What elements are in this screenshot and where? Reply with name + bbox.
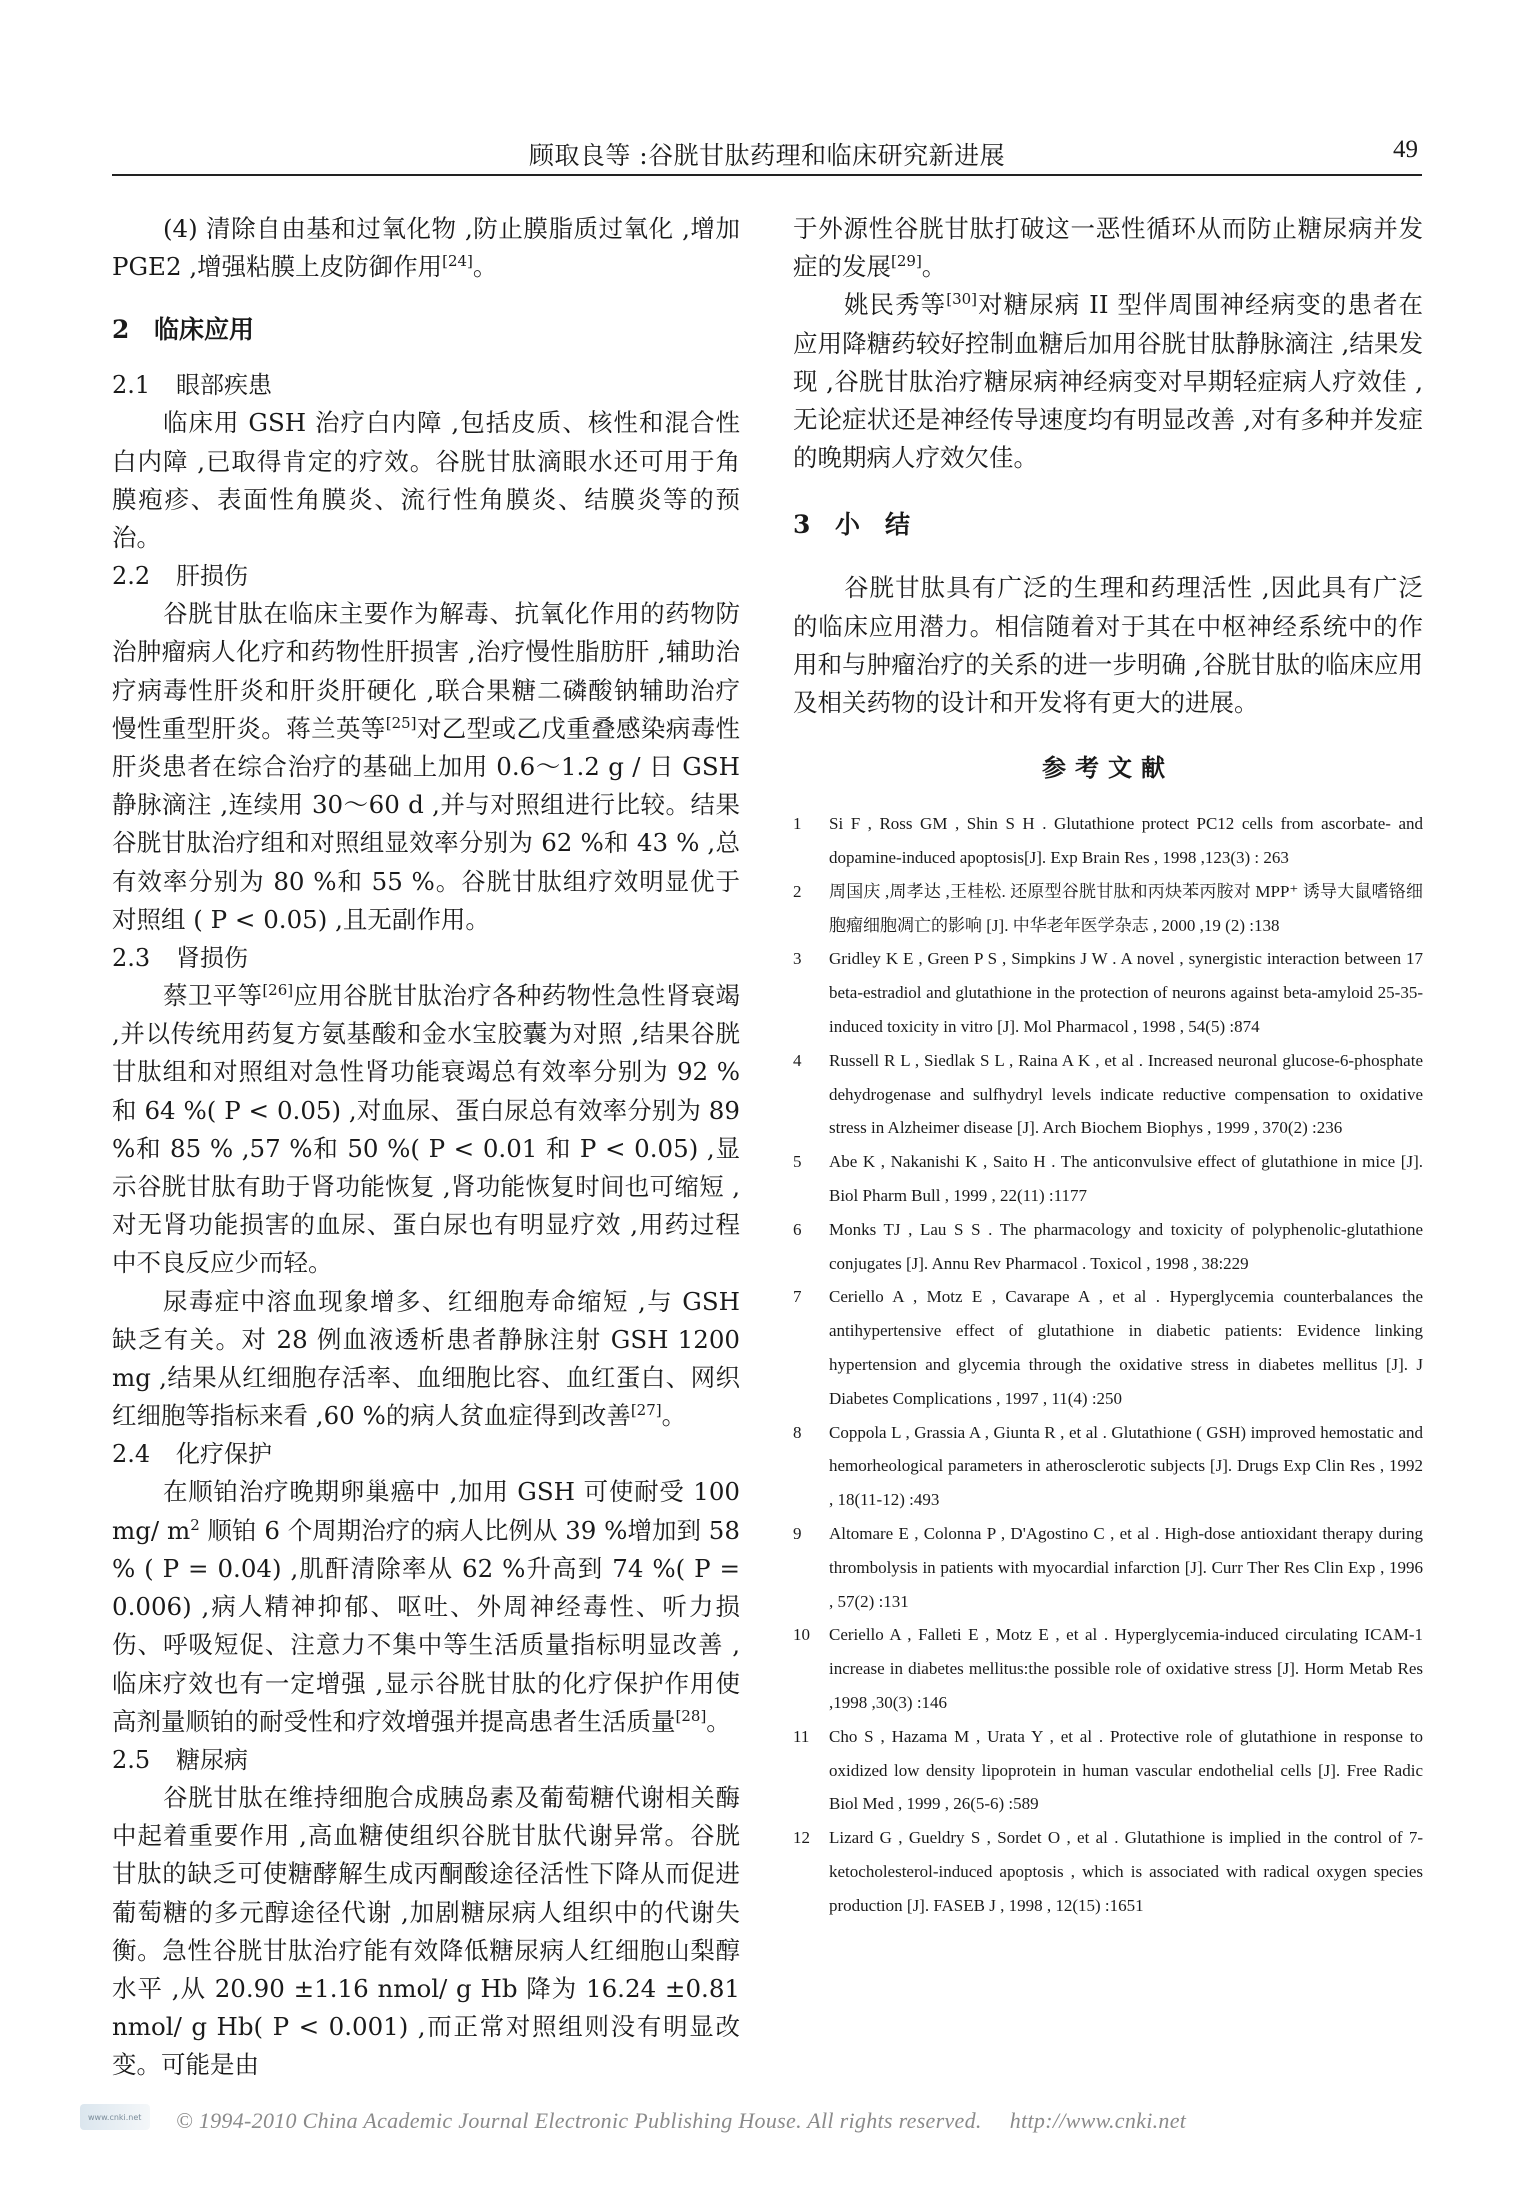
- reference-number: 5: [793, 1152, 802, 1172]
- subsection-heading-2-3: 2.3 肾损伤: [112, 944, 248, 973]
- running-title: 顾取良等 :谷胱甘肽药理和临床研究新进展: [528, 141, 1006, 170]
- paragraph-diabetes: 谷胱甘肽在维持细胞合成胰岛素及葡萄糖代谢相关酶中起着重要作用 ,高血糖使组织谷胱甘肽代谢异常。谷胱甘肽的缺乏可使糖酵解生成丙酮酸途径活性下降从而促进葡萄糖的多元醇途径代谢 ,加剧糖尿病人组织中的代谢失衡。急性谷胱甘肽治疗能有效降低糖尿病人红细胞山梨醇水平 ,从 20.90 ±1.16 nmol/ g Hb 降为 16.24 ±0.81 nmol/ g Hb( P < 0.001) ,而正常对照组则没有明显改变。可能是由: [112, 1782, 740, 2080]
- reference-item: [793, 1213, 1423, 1281]
- reference-text: Cho S , Hazama M , Urata Y , et al . Protective role of glutathione in response to oxidized low density lipoprotein in human vascular endothelial cells [J]. Free Radic Biol Med , 1999 , 26(5-6) :589: [829, 1726, 1423, 1814]
- paragraph-eye: 临床用 GSH 治疗白内障 ,包括皮质、核性和混合性白内障 ,已取得肯定的疗效。谷胱甘肽滴眼水还可用于角膜疱疹、表面性角膜炎、流行性角膜炎、结膜炎等的预治。: [112, 408, 740, 553]
- paragraph-liver: 谷胱甘肽在临床主要作为解毒、抗氧化作用的药物防治肿瘤病人化疗和药物性肝损害 ,治疗慢性脂肪肝 ,辅助治疗病毒性肝炎和肝炎肝硬化 ,联合果糖二磷酸钠辅助治疗慢性重型肝炎。蒋兰英等[25]对乙型或乙戊重叠感染病毒性肝炎患者在综合治疗的基础上加用 0.6～1.2 g / 日 GSH 静脉滴注 ,连续用 30～60 d ,并与对照组进行比较。结果谷胱甘肽治疗组和对照组显效率分别为 62 %和 43 % ,总有效率分别为 80 %和 55 %。谷胱甘肽组疗效明显优于对照组 ( P < 0.05) ,且无副作用。: [112, 599, 740, 934]
- reference-text: Ceriello A , Motz E , Cavarape A , et al . Hyperglycemia counterbalances the antihypertensive effect of glutathione in diabetic patients: Evidence linking hypertension and glycemia through the oxidative stress in diabetes mellitus [J]. J Diabetes Complications , 1997 , 11(4) :250: [829, 1287, 1423, 1408]
- subsection-heading-2-1: 2.1 眼部疾患: [112, 371, 272, 400]
- reference-item: [793, 875, 1423, 943]
- reference-number: 12: [793, 1828, 810, 1848]
- reference-text: Si F , Ross GM , Shin S H . Glutathione protect PC12 cells from ascorbate- and dopamine-induced apoptosis[J]. Exp Brain Res , 1998 ,123(3) : 263: [829, 814, 1423, 868]
- running-head: [112, 134, 1422, 176]
- citation[interactable]: [27]: [630, 1401, 662, 1420]
- reference-item: [793, 1416, 1423, 1517]
- reference-text: Coppola L , Grassia A , Giunta R , et al . Glutathione ( GSH) improved hemostatic and hemorheological parameters in atherosclerotic subjects [J]. Drugs Exp Clin Res , 1992 , 18(11-12) :493: [829, 1422, 1423, 1510]
- citation[interactable]: [24]: [442, 252, 473, 271]
- citation[interactable]: [28]: [675, 1706, 707, 1725]
- reference-list: [793, 807, 1423, 1922]
- paragraph-chemo: 在顺铂治疗晚期卵巢癌中 ,加用 GSH 可使耐受 100 mg/ $m^2$ 顺铂 6 个周期治疗的病人比例从 39 %增加到 58 % ( P = 0.04) ,肌酐清除率从 62 %升高到 74 %( P = 0.006) ,病人精神抑郁、呕吐、外周神经毒性、听力损伤、呼吸短促、注意力不集中等生活质量指标明显改善 ,临床疗效也有一定增强 ,显示谷胱甘肽的化疗保护作用使高剂量顺铂的耐受性和疗效增强并提高患者生活质量[28]。: [112, 1477, 740, 1736]
- reference-number: 7: [793, 1287, 802, 1307]
- reference-item: [793, 807, 1423, 875]
- section-heading-3: 3 小 结: [793, 510, 911, 540]
- reference-number: 4: [793, 1050, 802, 1070]
- reference-item: [793, 1280, 1423, 1415]
- references-title: 参考文献: [1042, 753, 1174, 783]
- paragraph-yao: 姚民秀等[30]对糖尿病 II 型伴周围神经病变的患者在应用降糖药较好控制血糖后加用谷胱甘肽静脉滴注 ,结果发现 ,谷胱甘肽治疗糖尿病神经病变对早期轻症病人疗效佳 ,无论症状还是神经传导速度均有明显改善 ,对有多种并发症的晚期病人疗效欠佳。: [793, 290, 1423, 473]
- left-column: [112, 210, 740, 2085]
- reference-item: [793, 1720, 1423, 1821]
- reference-text: Ceriello A , Falleti E , Motz E , et al . Hyperglycemia-induced circulating ICAM-1 increase in diabetes mellitus:the possible role of oxidative stress [J]. Horm Metab Res ,1998 ,30(3) :146: [829, 1625, 1423, 1712]
- reference-text: Gridley K E , Green P S , Simpkins J W . A novel , synergistic interaction between 17 beta-estradiol and glutathione in the protection of neurons against beta-amyloid 25-35-induced toxicity in vitro [J]. Mol Pharmacol , 1998 , 54(5) :874: [829, 949, 1423, 1037]
- reference-text: Altomare E , Colonna P , D'Agostino C , et al . High-dose antioxidant therapy during thrombolysis in patients with myocardial infarction [J]. Curr Ther Res Clin Exp , 1996 , 57(2) :131: [829, 1523, 1423, 1611]
- reference-item: [793, 1044, 1423, 1145]
- section-heading-2: 2 临床应用: [112, 315, 255, 345]
- paragraph-intro: (4) 清除自由基和过氧化物 ,防止膜脂质过氧化 ,增加PGE2 ,增强粘膜上皮防御作用[24]。: [112, 214, 740, 282]
- right-column: [793, 210, 1423, 1923]
- reference-item: [793, 1821, 1423, 1922]
- cnki-logo: www.cnki.net: [80, 2104, 150, 2130]
- reference-text: Monks TJ , Lau S S . The pharmacology and toxicity of polyphenolic-glutathione conjugates [J]. Annu Rev Pharmacol . Toxicol , 1998 , 38:229: [829, 1219, 1423, 1273]
- reference-number: 8: [793, 1422, 802, 1442]
- paragraph-uremia: 尿毒症中溶血现象增多、红细胞寿命缩短 ,与 GSH 缺乏有关。对 28 例血液透析患者静脉注射 GSH 1200 mg ,结果从红细胞存活率、血细胞比容、血红蛋白、网织红细胞等指标来看 ,60 %的病人贫血症得到改善[27]。: [112, 1286, 740, 1431]
- footer: [80, 2100, 1440, 2140]
- citation[interactable]: [26]: [262, 980, 294, 999]
- reference-item: [793, 942, 1423, 1043]
- paragraph-continued: 于外源性谷胱甘肽打破这一恶性循环从而防止糖尿病并发症的发展[29]。: [793, 214, 1423, 282]
- citation[interactable]: [30]: [946, 290, 978, 309]
- reference-item: [793, 1145, 1423, 1213]
- subsection-heading-2-2: 2.2 肝损伤: [112, 562, 248, 591]
- reference-text: 周国庆 ,周孝达 ,王桂松. 还原型谷胱甘肽和丙炔苯丙胺对 MPP⁺ 诱导大鼠嗜铬细胞瘤细胞凋亡的影响 [J]. 中华老年医学杂志 , 2000 ,19 (2) :138: [829, 881, 1423, 935]
- reference-number: 6: [793, 1219, 802, 1239]
- reference-number: 10: [793, 1625, 810, 1645]
- reference-number: 2: [793, 881, 802, 901]
- citation[interactable]: [29]: [891, 252, 922, 271]
- reference-number: 9: [793, 1523, 802, 1543]
- reference-number: 11: [793, 1726, 810, 1746]
- paragraph-kidney: 蔡卫平等[26]应用谷胱甘肽治疗各种药物性急性肾衰竭 ,并以传统用药复方氨基酸和金水宝胶囊为对照 ,结果谷胱甘肽组和对照组对急性肾功能衰竭总有效率分别为 92 %和 64 %( P < 0.05) ,对血尿、蛋白尿总有效率分别为 89 %和 85 % ,57 %和 50 %( P < 0.01 和 P < 0.05) ,显示谷胱甘肽有助于肾功能恢复 ,肾功能恢复时间也可缩短 ,对无肾功能损害的血尿、蛋白尿也有明显疗效 ,用药过程中不良反应少而轻。: [112, 980, 741, 1278]
- reference-item: [793, 1618, 1423, 1719]
- citation[interactable]: [25]: [385, 713, 417, 732]
- reference-number: 3: [793, 949, 802, 969]
- copyright-notice: © 1994-2010 China Academic Journal Electronic Publishing House. All rights reserved. http://www.cnki.net: [176, 2108, 1187, 2133]
- reference-item: [793, 1517, 1423, 1618]
- reference-number: 1: [793, 814, 802, 834]
- reference-text: Lizard G , Gueldry S , Sordet O , et al . Glutathione is implied in the control of 7-ketocholesterol-induced apoptosis , which is associated with radical oxygen species production [J]. FASEB J , 1998 , 12(15) :1651: [829, 1828, 1423, 1915]
- paragraph-summary: 谷胱甘肽具有广泛的生理和药理活性 ,因此具有广泛的临床应用潜力。相信随着对于其在中枢神经系统中的作用和与肿瘤治疗的关系的进一步明确 ,谷胱甘肽的临床应用及相关药物的设计和开发将有更大的进展。: [793, 573, 1423, 718]
- reference-text: Abe K , Nakanishi K , Saito H . The anticonvulsive effect of glutathione in mice [J]. Biol Pharm Bull , 1999 , 22(11) :1177: [829, 1152, 1423, 1205]
- page-number: 49: [1393, 136, 1418, 163]
- subsection-heading-2-5: 2.5 糖尿病: [112, 1745, 248, 1774]
- reference-text: Russell R L , Siedlak S L , Raina A K , et al . Increased neuronal glucose-6-phosphate dehydrogenase and sulfhydryl levels indicate reductive compensation to oxidative stress in Alzheimer disease [J]. Arch Biochem Biophys , 1999 , 370(2) :236: [829, 1050, 1423, 1138]
- subsection-heading-2-4: 2.4 化疗保护: [112, 1440, 272, 1469]
